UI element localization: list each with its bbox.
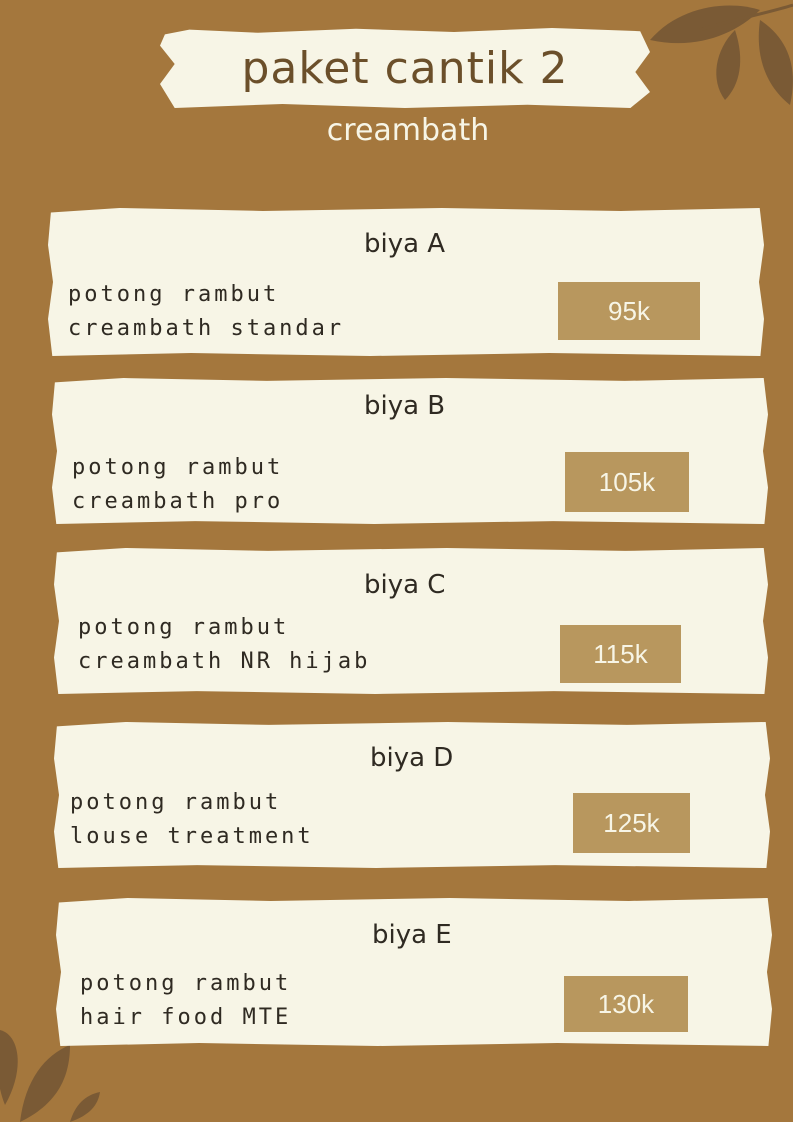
leaf-decoration-top-right-icon	[640, 0, 793, 110]
package-description	[72, 451, 283, 519]
package-line-1: potong rambut	[80, 971, 292, 996]
package-heading: biya B	[364, 391, 446, 421]
package-line-1: potong rambut	[72, 455, 284, 480]
page-subtitle: creambath	[326, 113, 490, 148]
price-badge: 125k	[573, 793, 690, 853]
package-line-2: creambath standar	[68, 316, 345, 341]
package-line-2: creambath pro	[72, 489, 284, 514]
package-description	[78, 611, 370, 679]
price-badge: 115k	[560, 625, 681, 683]
package-line-1: potong rambut	[78, 615, 290, 640]
package-line-2: louse treatment	[70, 824, 314, 849]
package-heading: biya E	[372, 920, 452, 950]
price-badge: 130k	[564, 976, 688, 1032]
package-line-1: potong rambut	[68, 282, 280, 307]
package-description	[70, 786, 314, 854]
price-badge: 95k	[558, 282, 700, 340]
package-line-2: creambath NR hijab	[78, 649, 371, 674]
package-heading: biya A	[364, 229, 446, 259]
page-title: paket cantik 2	[241, 42, 569, 94]
package-description	[80, 967, 291, 1035]
package-heading: biya C	[364, 570, 446, 600]
package-line-1: potong rambut	[70, 790, 282, 815]
price-badge: 105k	[565, 452, 689, 512]
package-line-2: hair food MTE	[80, 1005, 292, 1030]
package-description	[68, 278, 344, 346]
package-heading: biya D	[370, 743, 454, 773]
